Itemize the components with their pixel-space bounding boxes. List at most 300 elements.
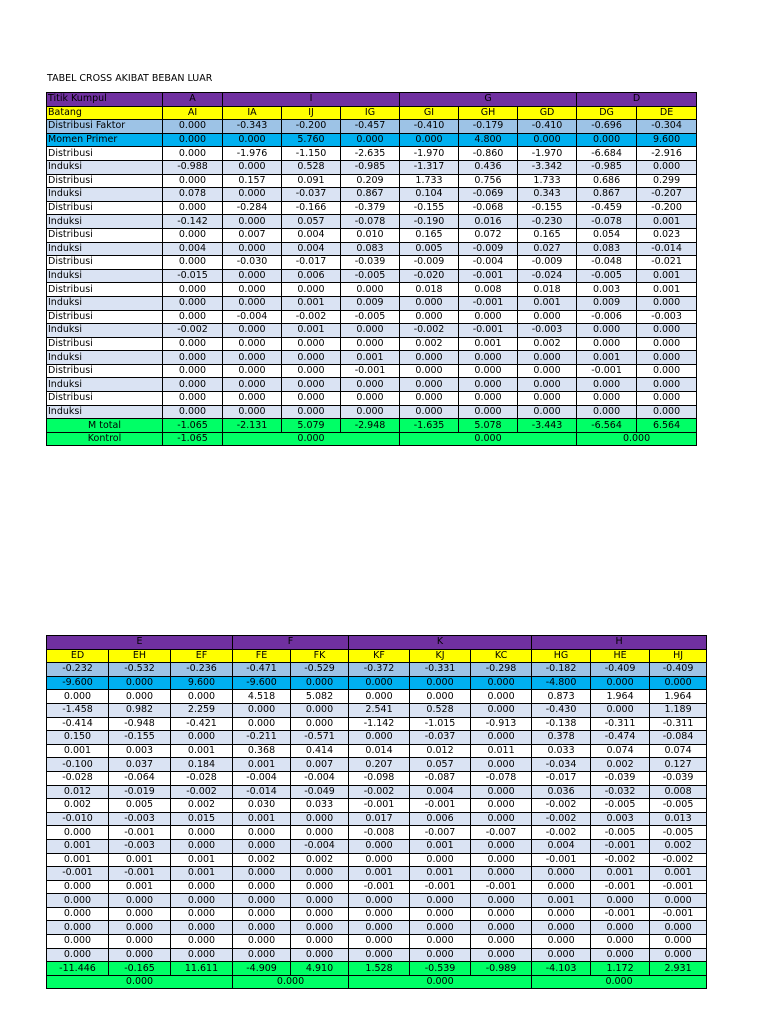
table-cell: 0.000 (637, 337, 697, 351)
table-row (47, 785, 707, 799)
table-cell: 0.004 (532, 839, 591, 853)
table-cell: 1.733 (518, 174, 577, 188)
table-row (47, 296, 697, 310)
table-cell: 0.000 (637, 392, 697, 406)
table-cell: 0.000 (47, 921, 109, 935)
row-label: Induksi (47, 160, 163, 174)
table-cell: 0.000 (282, 337, 341, 351)
total-cell: -0.165 (109, 962, 171, 976)
table-cell: -0.017 (532, 771, 591, 785)
table-cell: 0.000 (518, 405, 577, 419)
table-cell: 0.000 (109, 907, 171, 921)
table-cell: 0.009 (341, 296, 400, 310)
table-cell: 0.000 (459, 378, 518, 392)
table-cell: 0.000 (47, 880, 109, 894)
table-cell: -0.001 (532, 853, 591, 867)
table-cell: 0.000 (341, 392, 400, 406)
member-header: GD (518, 106, 577, 120)
table-cell: 0.528 (410, 703, 471, 717)
table-cell: 0.000 (577, 392, 637, 406)
table-cell: 0.000 (282, 364, 341, 378)
table-cell: 0.000 (637, 378, 697, 392)
table-cell: -0.343 (223, 120, 282, 134)
table-cell: -0.004 (291, 839, 349, 853)
table-cell: 0.000 (410, 894, 471, 908)
table-cell: -0.004 (291, 771, 349, 785)
member-header: ED (47, 649, 109, 663)
table-cell: 0.078 (163, 188, 223, 202)
table-row (47, 256, 697, 270)
table-cell: 0.000 (518, 364, 577, 378)
table-cell: 0.000 (410, 921, 471, 935)
table-cell: 0.000 (233, 880, 291, 894)
member-header: GH (459, 106, 518, 120)
table-row (47, 663, 707, 677)
table-cell: 0.207 (349, 758, 410, 772)
kontrol-cell: 0.000 (400, 432, 577, 446)
table-cell: -0.032 (591, 785, 650, 799)
table-cell: 0.001 (171, 853, 233, 867)
table-cell: 0.000 (471, 907, 532, 921)
table-cell: -2.635 (341, 147, 400, 161)
table-cell: 0.000 (532, 867, 591, 881)
table-cell: 0.000 (223, 215, 282, 229)
table-cell: -0.138 (532, 717, 591, 731)
kontrol-cell: 0.000 (233, 975, 349, 989)
row-label: Distribusi (47, 228, 163, 242)
table-cell: -0.166 (282, 201, 341, 215)
total-cell: 2.931 (650, 962, 707, 976)
table-cell: 0.002 (650, 839, 707, 853)
table-cell: 0.000 (400, 133, 459, 147)
kontrol-row (47, 432, 697, 446)
total-cell: -0.539 (410, 962, 471, 976)
table-cell: 0.033 (291, 799, 349, 813)
table-row (47, 690, 707, 704)
table-row (47, 188, 697, 202)
joint-header: A (163, 93, 223, 107)
table-cell: 0.000 (233, 935, 291, 949)
table-cell: -0.084 (650, 731, 707, 745)
table-cell: -9.600 (47, 676, 109, 690)
row-label: Induksi (47, 324, 163, 338)
table-cell: 0.000 (47, 907, 109, 921)
table-cell: 0.083 (577, 242, 637, 256)
table-cell: 0.013 (650, 812, 707, 826)
table-cell: 0.000 (349, 894, 410, 908)
table-cell: 0.000 (532, 880, 591, 894)
table-cell: 0.000 (291, 812, 349, 826)
table-cell: 0.000 (637, 296, 697, 310)
table-cell: 0.867 (577, 188, 637, 202)
table-cell: -0.459 (577, 201, 637, 215)
table-cell: 0.982 (109, 703, 171, 717)
row-label: Induksi (47, 296, 163, 310)
table-cell: 0.017 (349, 812, 410, 826)
table-row (47, 160, 697, 174)
table-row (47, 758, 707, 772)
table-cell: 0.000 (471, 690, 532, 704)
table-cell: 0.000 (577, 337, 637, 351)
member-header: HG (532, 649, 591, 663)
total-cell: -6.564 (577, 419, 637, 433)
total-cell: -4.909 (233, 962, 291, 976)
table-cell: 0.001 (341, 351, 400, 365)
table-cell: 0.000 (518, 378, 577, 392)
table-row (47, 771, 707, 785)
kontrol-cell: 0.000 (577, 432, 697, 446)
table-cell: 0.001 (410, 839, 471, 853)
table-cell: 0.000 (233, 826, 291, 840)
table-cell: 0.000 (591, 921, 650, 935)
row-label: Induksi (47, 242, 163, 256)
total-row (47, 962, 707, 976)
table-row (47, 894, 707, 908)
table-cell: 0.000 (47, 894, 109, 908)
table-cell: -0.005 (577, 269, 637, 283)
member-header-row (47, 649, 707, 663)
table-cell: 0.000 (400, 351, 459, 365)
table-cell: -0.007 (471, 826, 532, 840)
table-cell: -1.150 (282, 147, 341, 161)
table-cell: 0.000 (163, 133, 223, 147)
member-header: DG (577, 106, 637, 120)
table-cell: 0.528 (282, 160, 341, 174)
joint-header: K (349, 636, 532, 650)
table-cell: 0.000 (400, 405, 459, 419)
row-label: Induksi (47, 405, 163, 419)
table-cell: -0.409 (591, 663, 650, 677)
table-row (47, 392, 697, 406)
table-row (47, 228, 697, 242)
joint-header: E (47, 636, 233, 650)
table-cell: 0.000 (163, 256, 223, 270)
table-cell: -0.019 (109, 785, 171, 799)
table-row (47, 242, 697, 256)
table-cell: 0.004 (282, 228, 341, 242)
table-cell: -0.008 (349, 826, 410, 840)
table-cell: -0.021 (637, 256, 697, 270)
table-cell: 1.964 (650, 690, 707, 704)
table-cell: -0.331 (410, 663, 471, 677)
table-cell: 0.023 (637, 228, 697, 242)
table-cell: -0.001 (410, 880, 471, 894)
table-cell: 0.000 (109, 690, 171, 704)
table-cell: 0.000 (471, 867, 532, 881)
table-cell: -0.860 (459, 147, 518, 161)
table-cell: -1.458 (47, 703, 109, 717)
table-cell: -0.179 (459, 120, 518, 134)
member-header: DE (637, 106, 697, 120)
table-cell: 0.000 (410, 935, 471, 949)
table-cell: 0.011 (471, 744, 532, 758)
table-cell: -0.142 (163, 215, 223, 229)
table-cell: 0.001 (410, 867, 471, 881)
table-cell: -0.190 (400, 215, 459, 229)
table-cell: 0.000 (291, 921, 349, 935)
row-label: Distribusi (47, 147, 163, 161)
table-cell: -0.087 (410, 771, 471, 785)
table-cell: 0.000 (591, 935, 650, 949)
table-cell: 0.000 (400, 296, 459, 310)
total-cell: 4.910 (291, 962, 349, 976)
table-cell: -0.001 (349, 799, 410, 813)
joint-header-row (47, 636, 707, 650)
cross-table-2 (46, 635, 707, 989)
table-cell: 0.000 (233, 703, 291, 717)
member-header: KF (349, 649, 410, 663)
table-cell: 5.760 (282, 133, 341, 147)
table-cell: 0.000 (282, 351, 341, 365)
table-cell: -0.069 (459, 188, 518, 202)
member-header: FE (233, 649, 291, 663)
table-cell: -0.001 (459, 296, 518, 310)
table-cell: -0.155 (518, 201, 577, 215)
table-row (47, 337, 697, 351)
table-cell: -0.002 (282, 310, 341, 324)
table-cell: 0.001 (518, 296, 577, 310)
member-header-row (47, 106, 697, 120)
table-cell: 0.000 (471, 948, 532, 962)
row-label: Kontrol (47, 432, 163, 446)
table-row (47, 880, 707, 894)
table-cell: 0.000 (410, 676, 471, 690)
table-cell: -0.034 (532, 758, 591, 772)
table-cell: 0.057 (282, 215, 341, 229)
table-cell: 0.000 (291, 907, 349, 921)
table-cell: -0.230 (518, 215, 577, 229)
table-cell: -0.006 (577, 310, 637, 324)
table-cell: 0.002 (233, 853, 291, 867)
total-cell: -1.635 (400, 419, 459, 433)
table-cell: -0.232 (47, 663, 109, 677)
table-cell: 0.001 (282, 324, 341, 338)
table-cell: -0.001 (591, 880, 650, 894)
total-cell: 11.611 (171, 962, 233, 976)
table-cell: 0.054 (577, 228, 637, 242)
table-row (47, 378, 697, 392)
table-cell: -4.800 (532, 676, 591, 690)
table-cell: 0.006 (410, 812, 471, 826)
table-cell: 0.000 (171, 731, 233, 745)
table-cell: 0.000 (459, 310, 518, 324)
table-cell: 0.004 (282, 242, 341, 256)
table-cell: 0.074 (650, 744, 707, 758)
row-label: Batang (47, 106, 163, 120)
table-cell: 0.000 (163, 337, 223, 351)
table-cell: -0.410 (518, 120, 577, 134)
table-cell: -0.037 (282, 188, 341, 202)
table-cell: -0.014 (637, 242, 697, 256)
table-cell: 0.008 (459, 283, 518, 297)
table-cell: 0.000 (233, 717, 291, 731)
table-cell: -0.004 (233, 771, 291, 785)
table-cell: 0.000 (471, 731, 532, 745)
table-cell: 0.378 (532, 731, 591, 745)
table-cell: 0.000 (223, 324, 282, 338)
table-cell: -0.571 (291, 731, 349, 745)
table-cell: 1.733 (400, 174, 459, 188)
table-row (47, 351, 697, 365)
table-cell: 0.000 (518, 392, 577, 406)
row-label: Induksi (47, 188, 163, 202)
table-cell: -0.004 (223, 310, 282, 324)
table-cell: 0.000 (400, 364, 459, 378)
table-cell: 0.074 (591, 744, 650, 758)
table-cell: -0.078 (577, 215, 637, 229)
kontrol-cell: -1.065 (163, 432, 223, 446)
table-cell: 0.057 (410, 758, 471, 772)
table-cell: 0.001 (109, 880, 171, 894)
table-cell: 0.001 (637, 215, 697, 229)
table-cell: 0.002 (518, 337, 577, 351)
table-cell: 0.000 (532, 907, 591, 921)
table-cell: 0.000 (471, 799, 532, 813)
table-cell: 0.165 (400, 228, 459, 242)
table-cell: 0.000 (349, 853, 410, 867)
table-cell: 0.000 (47, 935, 109, 949)
table-cell: -0.028 (171, 771, 233, 785)
table-cell: 0.001 (459, 337, 518, 351)
member-header: IJ (282, 106, 341, 120)
table-cell: 0.414 (291, 744, 349, 758)
table-cell: 0.000 (109, 894, 171, 908)
table-cell: -0.298 (471, 663, 532, 677)
total-cell: 6.564 (637, 419, 697, 433)
table-cell: -0.003 (109, 812, 171, 826)
table-cell: 0.015 (171, 812, 233, 826)
table-cell: 0.001 (109, 853, 171, 867)
table-cell: 0.000 (291, 826, 349, 840)
table-cell: -1.317 (400, 160, 459, 174)
table-cell: 0.007 (291, 758, 349, 772)
table-cell: -0.005 (591, 826, 650, 840)
table-cell: 0.001 (47, 853, 109, 867)
table-cell: 0.000 (223, 188, 282, 202)
table-row (47, 120, 697, 134)
table-cell: 0.000 (637, 160, 697, 174)
table-cell: -0.017 (282, 256, 341, 270)
table-cell: -0.005 (341, 310, 400, 324)
table-cell: -0.024 (518, 269, 577, 283)
table-cell: 0.000 (109, 921, 171, 935)
table-cell: 0.209 (341, 174, 400, 188)
table-cell: 0.000 (223, 351, 282, 365)
member-header: KJ (410, 649, 471, 663)
table-cell: 0.000 (349, 935, 410, 949)
table-cell: 4.800 (459, 133, 518, 147)
table-cell: 0.007 (223, 228, 282, 242)
table-cell: 0.000 (650, 948, 707, 962)
table-cell: 0.000 (171, 948, 233, 962)
table-cell: -0.001 (109, 867, 171, 881)
table-cell: 0.756 (459, 174, 518, 188)
table-cell: -0.988 (163, 160, 223, 174)
table-cell: 0.000 (163, 283, 223, 297)
joint-header: F (233, 636, 349, 650)
table-cell: -0.001 (459, 269, 518, 283)
table-cell: 0.000 (171, 690, 233, 704)
table-cell: 0.001 (591, 867, 650, 881)
table-cell: 0.002 (291, 853, 349, 867)
table-cell: 0.002 (47, 799, 109, 813)
table-cell: -0.529 (291, 663, 349, 677)
table-cell: -0.064 (109, 771, 171, 785)
table-cell: -0.009 (459, 242, 518, 256)
table-cell: 0.000 (163, 392, 223, 406)
table-cell: -0.379 (341, 201, 400, 215)
member-header: HJ (650, 649, 707, 663)
table-cell: 0.000 (233, 907, 291, 921)
table-cell: 0.000 (47, 826, 109, 840)
table-cell: 0.009 (577, 296, 637, 310)
table-cell: 0.008 (650, 785, 707, 799)
table-cell: 0.000 (518, 351, 577, 365)
table-cell: -0.004 (459, 256, 518, 270)
page-title: TABEL CROSS AKIBAT BEBAN LUAR (47, 73, 213, 84)
table-cell: 0.000 (650, 935, 707, 949)
table-cell: 0.001 (233, 758, 291, 772)
table-cell: 0.000 (459, 392, 518, 406)
table-cell: -0.001 (577, 364, 637, 378)
table-cell: 0.000 (282, 392, 341, 406)
table-cell: -0.985 (577, 160, 637, 174)
table-cell: 0.000 (291, 880, 349, 894)
table-cell: 0.018 (518, 283, 577, 297)
table-cell: 0.000 (532, 921, 591, 935)
table-row (47, 283, 697, 297)
row-label: Momen Primer (47, 133, 163, 147)
table-cell: 0.033 (532, 744, 591, 758)
table-cell: 0.027 (518, 242, 577, 256)
row-label: Induksi (47, 351, 163, 365)
table-cell: -0.985 (341, 160, 400, 174)
table-cell: -0.948 (109, 717, 171, 731)
table-cell: 0.000 (109, 948, 171, 962)
table-cell: -0.003 (518, 324, 577, 338)
table-cell: 0.000 (163, 351, 223, 365)
table-cell: -0.002 (349, 785, 410, 799)
table-cell: -0.039 (591, 771, 650, 785)
member-header: AI (163, 106, 223, 120)
table-cell: 0.002 (400, 337, 459, 351)
table-cell: 0.000 (650, 921, 707, 935)
table-cell: 0.000 (591, 676, 650, 690)
table-cell: 0.000 (163, 296, 223, 310)
table-cell: 0.000 (163, 201, 223, 215)
row-label: Induksi (47, 378, 163, 392)
table-row (47, 744, 707, 758)
table-cell: 0.001 (650, 867, 707, 881)
table-cell: -0.284 (223, 201, 282, 215)
table-cell: 0.000 (233, 948, 291, 962)
table-cell: -0.003 (637, 310, 697, 324)
table-cell: 0.000 (349, 839, 410, 853)
table-cell: 0.000 (163, 405, 223, 419)
table-cell: 1.964 (591, 690, 650, 704)
table-cell: 0.000 (577, 378, 637, 392)
table-cell: -0.913 (471, 717, 532, 731)
table-cell: 0.000 (223, 378, 282, 392)
table-cell: 0.003 (109, 744, 171, 758)
table-cell: 0.000 (650, 676, 707, 690)
table-cell: -0.048 (577, 256, 637, 270)
table-cell: -0.002 (400, 324, 459, 338)
total-cell: -2.948 (341, 419, 400, 433)
table-cell: -0.001 (591, 907, 650, 921)
member-header: EF (171, 649, 233, 663)
table-cell: 0.000 (341, 324, 400, 338)
